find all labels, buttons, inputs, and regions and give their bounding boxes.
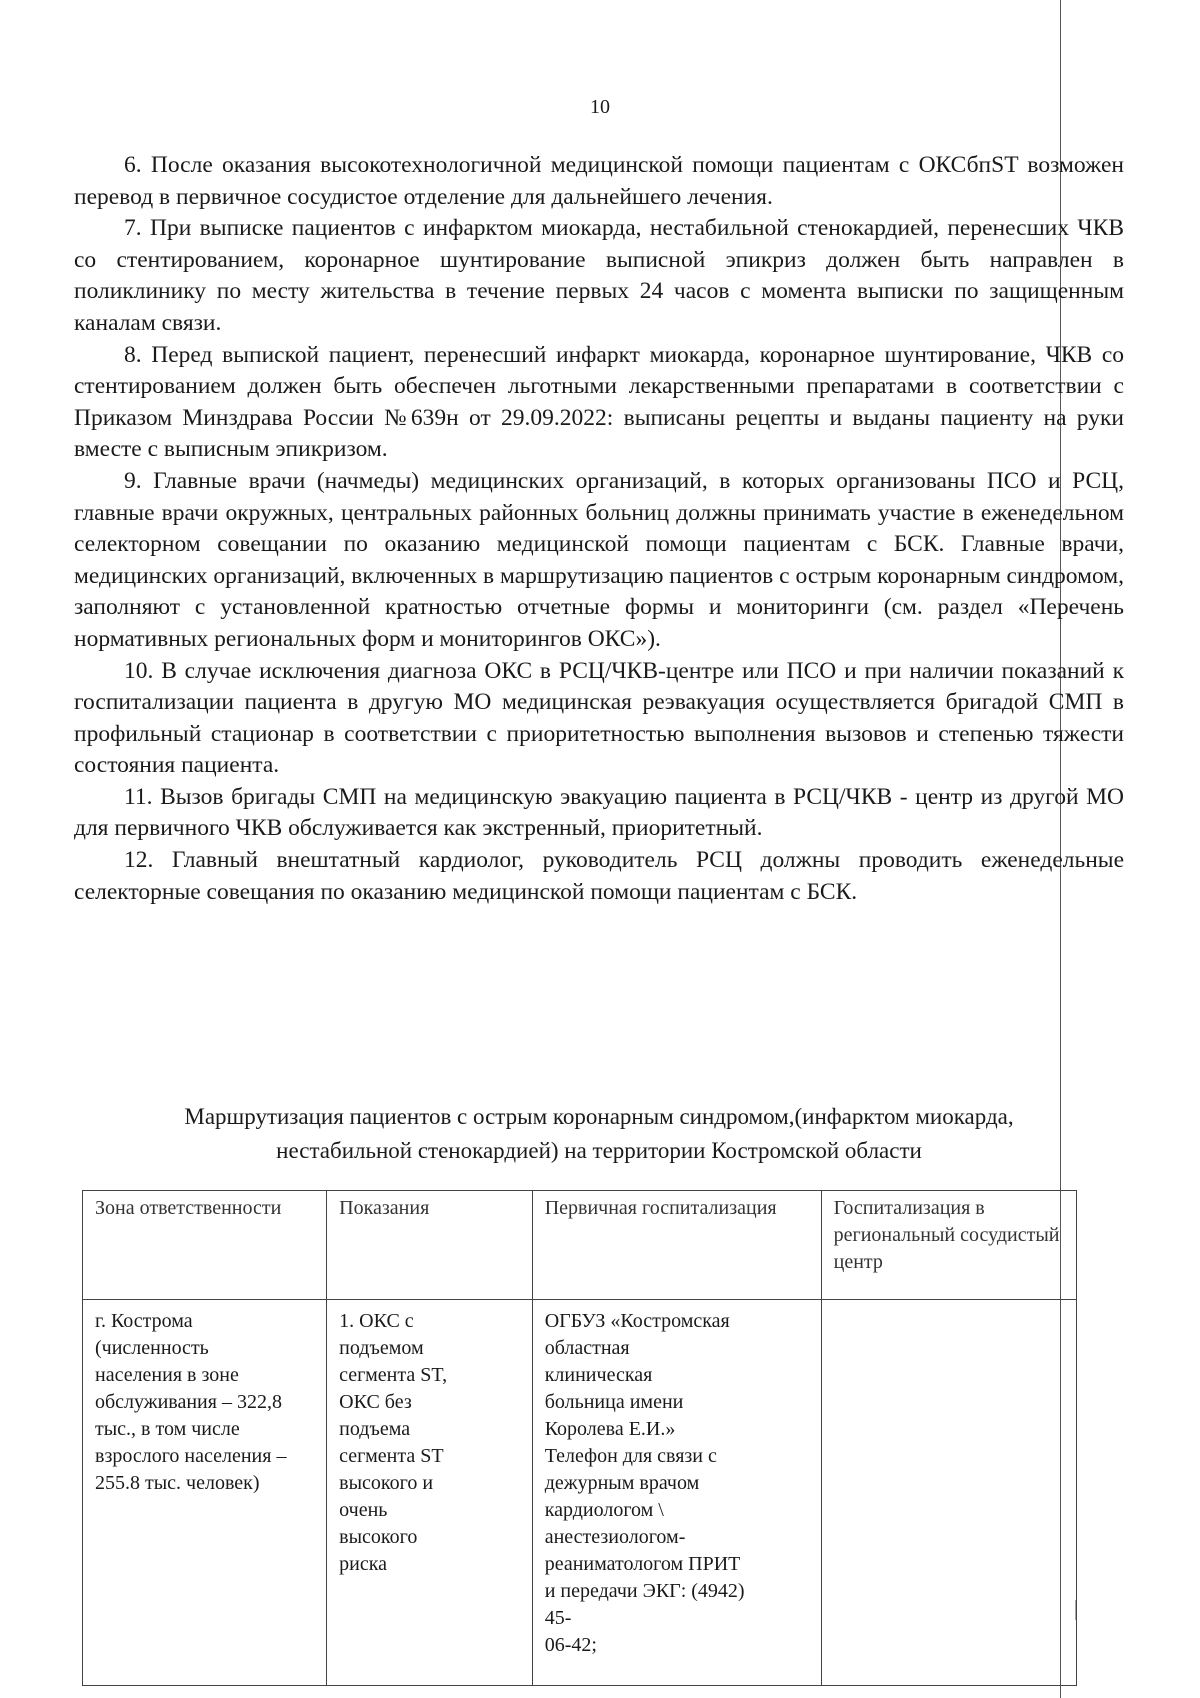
scan-artifact <box>1075 1600 1076 1620</box>
cell-primary-hospitalization: ОГБУЗ «Костромская областная клиническая больница имени Королева Е.И.» Телефон для связи с дежурным врачом кардиологом \ анестезиологом- реаниматологом ПРИТ и передачи ЭКГ: (4942) 45- 06-42; <box>532 1300 821 1686</box>
cell-indications: 1. ОКС с подъемом сегмента ST, ОКС без подъема сегмента ST высокого и очень высокого риска <box>327 1300 533 1686</box>
section-title-line-1: Маршрутизация пациентов с острым коронарным синдромом,(инфарктом миокарда, <box>184 1104 1014 1129</box>
page-number: 10 <box>590 96 610 118</box>
paragraph-8: 8. Перед выпиской пациент, перенесший инфаркт миокарда, коронарное шунтирование, ЧКВ со стентированием должен быть обеспечен льготными лекарственными препаратами в соответствии с Приказом Минздрава России №639н от 29.09.2022: выписаны рецепты и выданы пациенту на руки вместе с выписным эпикризом. <box>74 341 1124 463</box>
paragraph-6: 6. После оказания высокотехнологичной медицинской помощи пациентам с ОКСбпST возможен перевод в первичное сосудистое отделение для дальнейшего лечения. <box>74 152 1124 210</box>
section-title-line-2: нестабильной стенокардией) на территории Костромской области <box>276 1138 922 1163</box>
section-title <box>74 1100 1124 1168</box>
paragraph-10: 10. В случае исключения диагноза ОКС в РСЦ/ЧКВ-центре или ПСО и при наличии показаний к госпитализации пациента в другую МО медицинская реэвакуация осуществляется бригадой СМП в профильный стационар в соответствии с приоритетностью выполнения вызовов и степенью тяжести состояния пациента. <box>74 657 1124 779</box>
paragraph-9: 9. Главные врачи (начмеды) медицинских организаций, в которых организованы ПСО и РСЦ, главные врачи окружных, центральных районных больниц должны принимать участие в еженедельном селекторном совещании по оказанию медицинской помощи пациентам с БСК. Главные врачи, медицинских организаций, включенных в маршрутизацию пациентов с острым коронарным синдромом, заполняют с установленной кратностью отчетные формы и мониторинги (см. раздел «Перечень нормативных региональных форм и мониторингов ОКС»). <box>74 467 1124 652</box>
header-zone: Зона ответственности <box>83 1191 327 1300</box>
header-rsc-hospitalization: Госпитализация в региональный сосудистый центр <box>821 1191 1076 1300</box>
cell-zone: г. Кострома (численность населения в зоне обслуживания – 322,8 тыс., в том числе взрослого населения – 255.8 тыс. человек) <box>83 1300 327 1686</box>
header-primary-hospitalization: Первичная госпитализация <box>532 1191 821 1300</box>
cell-rsc-hospitalization <box>821 1300 1076 1686</box>
header-indications: Показания <box>327 1191 533 1300</box>
document-body <box>74 150 1124 908</box>
routing-table <box>82 1190 1077 1686</box>
table-row <box>83 1300 1077 1686</box>
paragraph-7: 7. При выписке пациентов с инфарктом миокарда, нестабильной стенокардией, перенесших ЧКВ со стентированием, коронарное шунтирование выписной эпикриз должен быть направлен в поликлинику по месту жительства в течение первых 24 часов с момента выписки по защищенным каналам связи. <box>74 215 1124 336</box>
table-header-row <box>83 1191 1077 1300</box>
paragraph-12: 12. Главный внештатный кардиолог, руководитель РСЦ должны проводить еженедельные селекторные совещания по оказанию медицинской помощи пациентам с БСК. <box>74 847 1124 905</box>
paragraph-11: 11. Вызов бригады СМП на медицинскую эвакуацию пациента в РСЦ/ЧКВ - центр из другой МО для первичного ЧКВ обслуживается как экстренный, приоритетный. <box>74 783 1124 842</box>
